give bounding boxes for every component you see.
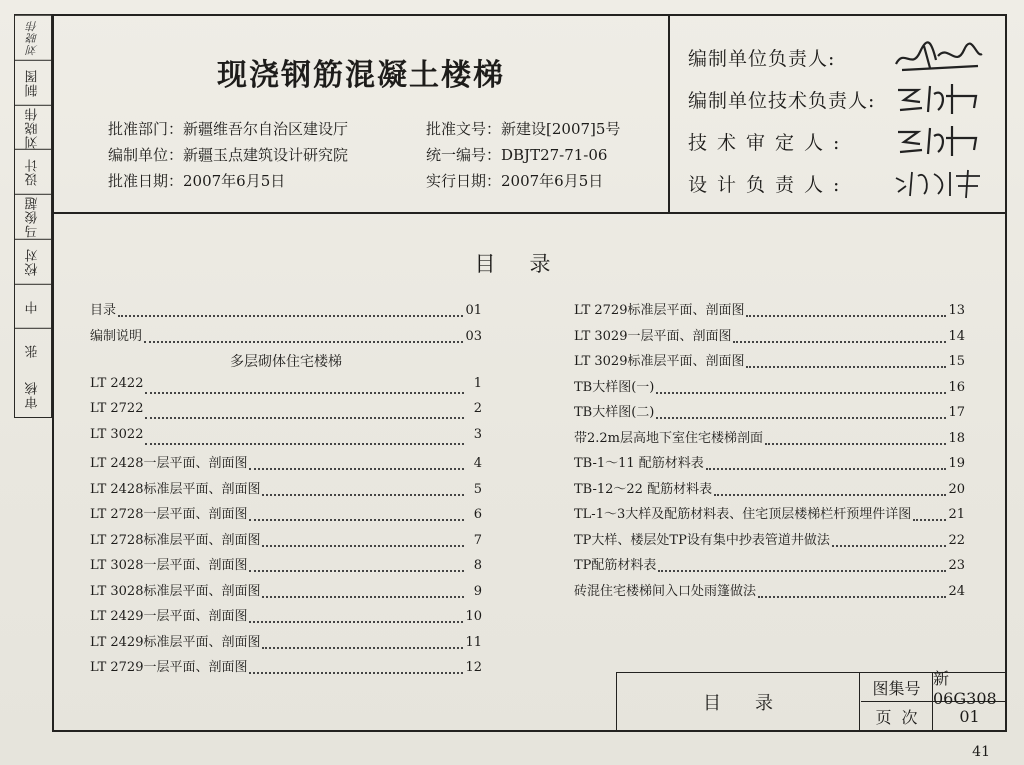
toc-entry-page: 16: [948, 379, 965, 395]
toc-entry-page: 4: [473, 456, 482, 471]
strip-signature: 刘晓伟: [15, 15, 51, 60]
toc-entry-page: 21: [948, 507, 965, 522]
toc-entry[interactable]: [90, 631, 482, 657]
header-info: [54, 16, 670, 212]
approval-doc: 批准文号：新建设[2007]5号: [426, 120, 621, 138]
toc-entry[interactable]: [574, 401, 965, 427]
toc-leader-dots: [249, 510, 464, 521]
toc-entry-title: TP大样、楼层处TP设有集中抄表管道井做法: [574, 532, 830, 548]
toc-leader-dots: [913, 510, 946, 521]
toc-entry-page: 7: [473, 532, 482, 548]
toc-leader-dots: [656, 408, 946, 419]
toc-entry-title: LT 2728一层平面、剖面图: [90, 507, 248, 522]
toc-entry-title: TB-12～22 配筋材料表: [574, 481, 713, 497]
toc-entry-page: 3: [473, 426, 482, 442]
toc-entry-title: LT 3022: [90, 426, 144, 442]
toc-entry-page: 5: [473, 481, 482, 497]
toc-leader-dots: [145, 434, 464, 445]
toc-entry-page: 23: [948, 558, 965, 573]
toc-entry-title: LT 2422: [90, 375, 144, 391]
toc-leader-dots: [249, 612, 463, 623]
toc-entry-page: 19: [948, 456, 965, 471]
approval-dept: 批准部门：新疆维吾尔自治区建设厅: [108, 120, 349, 138]
toc-entry-title: LT 3028标准层平面、剖面图: [90, 583, 261, 599]
strip-label: 审核: [25, 381, 41, 410]
toc-leader-dots: [658, 561, 946, 572]
toc-entry-title: TP配筋材料表: [574, 558, 657, 573]
strip-label: 校对: [15, 239, 51, 284]
toc-entry-title: LT 2728标准层平面、剖面图: [90, 532, 261, 548]
toc-heading: 目录: [474, 252, 585, 276]
signature-panel: [670, 16, 1005, 212]
strip-label: 中: [15, 284, 51, 329]
toc-leader-dots: [145, 408, 464, 419]
toc-entry-title: 编制说明: [90, 328, 143, 344]
toc-entry-page: 10: [465, 609, 482, 624]
atlas-number-label: 图集号: [861, 673, 933, 702]
toc-entry-title: TB-1～11 配筋材料表: [574, 456, 704, 471]
toc-entry[interactable]: [574, 350, 965, 376]
toc-entry-title: LT 2722: [90, 401, 144, 416]
toc-right-column: [574, 299, 965, 605]
sign-row-design-head: [688, 170, 849, 202]
toc-entry[interactable]: [90, 401, 482, 427]
toc-leader-dots: [262, 638, 463, 649]
sign-label: 设计负责人:: [688, 174, 850, 196]
toc-entry-title: LT 2729标准层平面、剖面图: [574, 303, 745, 318]
document-title: 现浇钢筋混凝土楼梯: [217, 58, 505, 93]
toc-entry-page: 18: [948, 430, 965, 446]
handwritten-signature: [890, 122, 986, 160]
toc-entry[interactable]: [90, 325, 482, 351]
toc-entry-page: 22: [948, 532, 965, 548]
toc-entry-title: TB大样图(一): [574, 379, 655, 395]
toc-entry[interactable]: [574, 427, 965, 453]
strip-label: 设计: [15, 149, 51, 194]
strip-label: 马俊超: [15, 194, 51, 239]
toc-entry-page: 17: [948, 405, 965, 420]
toc-entry-page: 20: [948, 481, 965, 497]
toc-entry[interactable]: [90, 299, 482, 325]
toc-entry[interactable]: [90, 427, 482, 453]
toc-leader-dots: [118, 306, 463, 317]
toc-entry[interactable]: [574, 478, 965, 504]
toc-leader-dots: [656, 383, 946, 394]
toc-entry-page: 14: [948, 328, 965, 344]
page-label: 页次: [861, 702, 933, 731]
toc-entry[interactable]: [574, 376, 965, 402]
sign-label: 编制单位负责人:: [688, 48, 836, 70]
toc-entry-title: 砖混住宅楼梯间入口处雨篷做法: [574, 583, 757, 599]
toc-entry-title: 目录: [90, 303, 117, 318]
toc-entry[interactable]: [574, 554, 965, 580]
toc-entry-title: LT 3028一层平面、剖面图: [90, 558, 248, 573]
sign-row-unit-head: [688, 44, 835, 76]
page-value: 01: [959, 707, 980, 726]
approval-date: 批准日期：2007年6月5日: [108, 172, 286, 190]
toc-leader-dots: [249, 663, 463, 674]
toc-entry-page: 8: [473, 558, 482, 573]
title-block: [616, 669, 1006, 731]
strip-label: 制图: [15, 60, 51, 105]
sign-row-reviewer: [688, 128, 849, 160]
toc-entry[interactable]: [574, 503, 965, 529]
toc-entry-title: LT 2429标准层平面、剖面图: [90, 634, 261, 650]
drawing-frame: [52, 14, 1007, 732]
toc-leader-dots: [249, 561, 464, 572]
toc-leader-dots: [262, 536, 464, 547]
sign-label: 编制单位技术负责人:: [688, 90, 876, 112]
effective-date: 实行日期：2007年6月5日: [426, 172, 604, 190]
toc-leader-dots: [714, 485, 946, 496]
toc-leader-dots: [706, 459, 947, 470]
header-block: [54, 16, 1005, 214]
compiler: 编制单位：新疆玉点建筑设计研究院: [108, 146, 349, 164]
toc-entry-page: 01: [465, 303, 482, 318]
toc-entry-title: LT 3029一层平面、剖面图: [574, 328, 732, 344]
toc-leader-dots: [746, 306, 946, 317]
handwritten-signature: [890, 164, 986, 202]
page-number: 41: [972, 744, 990, 760]
atlas-number-value: 新06G308: [933, 673, 1006, 702]
toc-entry[interactable]: [90, 452, 482, 478]
toc-leader-dots: [262, 485, 464, 496]
toc-entry-page: 1: [473, 375, 482, 391]
toc-leader-dots: [145, 383, 464, 394]
toc-entry-title: LT 2428标准层平面、剖面图: [90, 481, 261, 497]
toc-leader-dots: [765, 434, 946, 445]
toc-entry[interactable]: [574, 325, 965, 351]
toc-entry-title: LT 2429一层平面、剖面图: [90, 609, 248, 624]
handwritten-signature: [890, 80, 986, 118]
toc-entry[interactable]: [90, 605, 482, 631]
toc-entry-title: 带2.2m层高地下室住宅楼梯剖面: [574, 430, 764, 446]
toc-entry-page: 6: [473, 507, 482, 522]
meta-column-right: [426, 116, 620, 194]
toc-entry[interactable]: [574, 580, 965, 606]
toc-entry[interactable]: [574, 299, 965, 325]
toc-entry[interactable]: [90, 580, 482, 606]
toc-leader-dots: [144, 332, 463, 343]
toc-entry[interactable]: [90, 376, 482, 402]
toc-leader-dots: [746, 357, 946, 368]
unified-number: 统一编号：DBJT27-71-06: [426, 146, 608, 164]
toc-leader-dots: [758, 587, 946, 598]
toc-entry-page: 2: [473, 401, 482, 416]
toc-entry-page: 24: [948, 583, 965, 599]
toc-entry[interactable]: [90, 503, 482, 529]
toc-entry-page: 12: [465, 660, 482, 675]
toc-entry[interactable]: [90, 529, 482, 555]
sign-row-tech-head: [688, 86, 875, 118]
toc-entry-page: 11: [465, 634, 482, 650]
toc-entry-title: LT 2428一层平面、剖面图: [90, 456, 248, 471]
title-block-title: 目录: [617, 673, 860, 731]
handwritten-signature: [890, 38, 986, 76]
toc-leader-dots: [832, 536, 947, 547]
toc-entry[interactable]: [574, 529, 965, 555]
left-signature-strip: [14, 14, 52, 418]
toc-entry[interactable]: [90, 478, 482, 504]
sign-label: 技术审定人:: [688, 132, 850, 154]
toc-entry-page: 03: [465, 328, 482, 344]
toc-section-heading: 多层砌体住宅楼梯: [230, 354, 342, 370]
toc-entry-title: TL-1～3大样及配筋材料表、住宅顶层楼梯栏杆预埋件详图: [574, 507, 912, 522]
toc-leader-dots: [733, 332, 946, 343]
toc-entry[interactable]: [574, 452, 965, 478]
toc-entry[interactable]: [90, 656, 482, 682]
toc-entry-page: 15: [948, 354, 965, 369]
toc-entry-title: LT 2729一层平面、剖面图: [90, 660, 248, 675]
strip-label: 张: [15, 328, 51, 373]
toc-entry-page: 9: [473, 583, 482, 599]
toc-left-column: [90, 299, 482, 682]
toc-leader-dots: [249, 459, 464, 470]
toc-entry-title: TB大样图(二): [574, 405, 655, 420]
strip-label: 刘晓伟: [15, 105, 51, 150]
toc-leader-dots: [262, 587, 464, 598]
toc-entry-title: LT 3029标准层平面、剖面图: [574, 354, 745, 369]
toc-entry-page: 13: [948, 303, 965, 318]
toc-entry[interactable]: [90, 554, 482, 580]
meta-column-left: [108, 116, 348, 194]
